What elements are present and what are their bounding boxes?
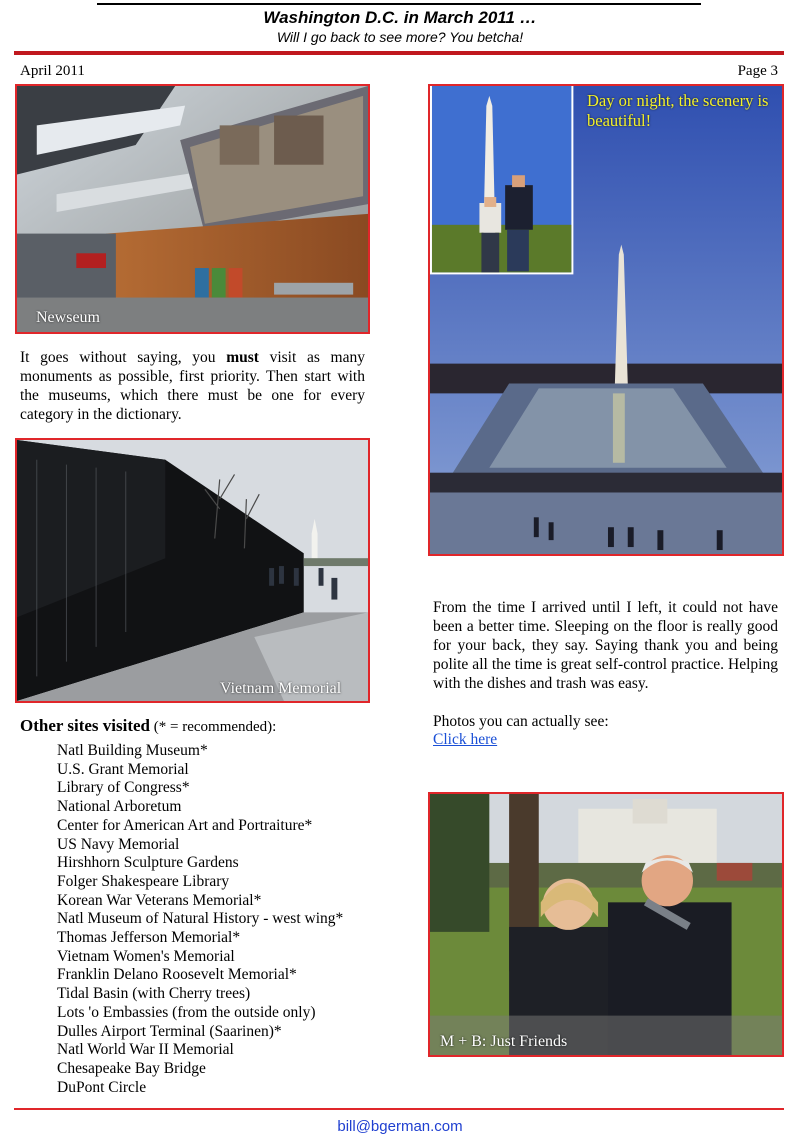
- site-item: DuPont Circle: [57, 1078, 147, 1096]
- site-item: Natl Building Museum*: [57, 742, 208, 759]
- site-item: Chesapeake Bay Bridge: [57, 1059, 206, 1077]
- newseum-caption: Newseum: [36, 309, 100, 326]
- sites-heading-note: (* = recommended):: [150, 719, 277, 735]
- sites-heading-label: Other sites visited: [20, 716, 151, 735]
- vietnam-image: [17, 440, 368, 701]
- story-paragraph: From the time I arrived until I left, it could not have been a better time. Sleeping on the floor is really good for your back, they say. Saying thank you and being polite all the time is great self-control practice. Helping with the dishes and trash was easy.: [433, 599, 778, 692]
- site-item: National Arboretum: [57, 798, 182, 816]
- vietnam-caption: Vietnam Memorial: [220, 680, 342, 697]
- newseum-image: [17, 86, 368, 332]
- monument-photo: [428, 84, 784, 556]
- friends-photo: [428, 792, 784, 1057]
- site-item: Tidal Basin (with Cherry trees): [57, 985, 251, 1003]
- site-item: Lots 'o Embassies (from the outside only): [57, 1003, 316, 1021]
- newseum-photo: [15, 84, 370, 334]
- page-number: Page 3: [737, 63, 778, 79]
- monument-image: [430, 86, 782, 554]
- site-item: Thomas Jefferson Memorial*: [57, 929, 241, 947]
- intro-emphasis: must: [226, 349, 259, 366]
- site-item: Vietnam Women's Memorial: [57, 947, 235, 965]
- site-item: Center for American Art and Portraiture*: [57, 816, 313, 834]
- site-item: US Navy Memorial: [57, 835, 180, 853]
- intro-text-end: visit as many monuments as possible, first priority. Then start with the museums, which there must be one for every category in the dictionary.: [20, 349, 365, 423]
- footer-email[interactable]: bill@bgerman.com: [337, 1118, 463, 1135]
- newsletter-title: Washington D.C. in March 2011 …: [263, 8, 537, 27]
- friends-caption: M + B: Just Friends: [440, 1033, 568, 1050]
- site-item: Folger Shakespeare Library: [57, 872, 230, 890]
- site-item: Natl World War II Memorial: [57, 1041, 234, 1059]
- intro-paragraph: [20, 348, 365, 424]
- site-item: Hirshhorn Sculpture Gardens: [57, 854, 239, 872]
- site-item: Franklin Delano Roosevelt Memorial*: [57, 966, 297, 984]
- site-item: Natl Museum of Natural History - west wing*: [57, 910, 344, 928]
- vietnam-photo: [15, 438, 370, 703]
- site-item: U.S. Grant Memorial: [57, 760, 189, 778]
- monument-caption: Day or night, the scenery is beautiful!: [587, 91, 769, 130]
- footer-rule: [14, 1108, 784, 1110]
- newsletter-subtitle: Will I go back to see more? You betcha!: [276, 29, 524, 45]
- photos-label: Photos you can actually see:: [433, 713, 609, 730]
- top-rule: [97, 3, 701, 5]
- sites-heading: [20, 716, 276, 736]
- site-item: Dulles Airport Terminal (Saarinen)*: [57, 1022, 282, 1040]
- intro-text-start: It goes without saying, you: [20, 349, 227, 366]
- photos-link[interactable]: Click here: [433, 731, 498, 748]
- site-item: Library of Congress*: [57, 779, 190, 797]
- sites-list: [57, 742, 343, 1097]
- header-rule: [14, 51, 784, 55]
- issue-date: April 2011: [20, 63, 85, 79]
- site-item: Korean War Veterans Memorial*: [57, 891, 262, 909]
- friends-image: [430, 794, 782, 1055]
